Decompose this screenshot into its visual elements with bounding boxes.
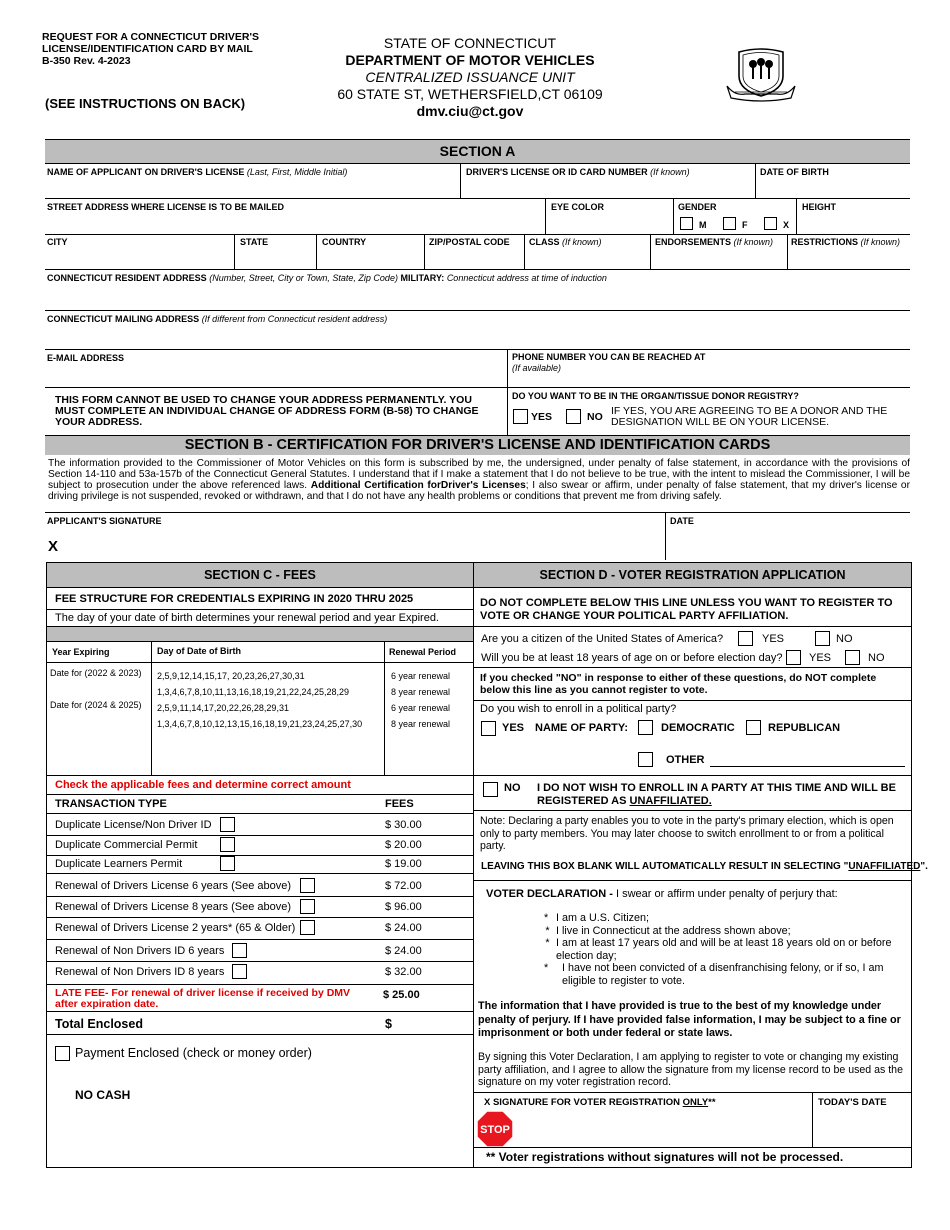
name-hint: (Last, First, Middle Initial) <box>246 167 348 177</box>
democratic-checkbox[interactable] <box>638 720 653 735</box>
license-number-hint: (If known) <box>650 167 690 177</box>
stop-sign-icon <box>476 1110 514 1148</box>
donor-no-label: NO <box>587 411 603 423</box>
year-row-1-days <box>157 668 349 700</box>
declaration-item-text: I am at least 17 years old and will be at least 18 years old on or before election day; <box>556 937 892 962</box>
fee-structure-note: The day of your date of birth determines your renewal period and year Expired. <box>55 612 439 624</box>
applicant-signature-field[interactable] <box>64 522 664 558</box>
zip-field[interactable] <box>429 237 510 248</box>
fee-row-checkbox[interactable] <box>220 837 235 852</box>
blank-note-post: ". <box>920 861 928 872</box>
fee-row-label: Duplicate Commercial Permit <box>55 839 198 851</box>
fee-row-checkbox[interactable] <box>232 943 247 958</box>
signature-date-field[interactable] <box>670 528 910 558</box>
fee-row-label: Renewal of Non Drivers ID 6 years <box>55 945 225 957</box>
blank-note-pre: LEAVING THIS BOX BLANK WILL AUTOMATICALLY RESULT IN SELECTING " <box>481 861 849 872</box>
military-hint: Connecticut address at time of induction <box>446 273 607 283</box>
restrictions-field[interactable] <box>791 237 900 248</box>
signing-statement: By signing this Voter Declaration, I am applying to register to vote or changing my existing party affiliation, and I agree to allow the signature from my license record to be used as the signature on my voter registration record. <box>478 1051 903 1088</box>
blank-note-word: UNAFFILIATED <box>848 861 921 872</box>
citizen-question: Are you a citizen of the United States of America? <box>481 633 724 645</box>
bullet-icon: * <box>545 937 550 949</box>
class-hint: (If known) <box>562 237 602 247</box>
declaration-item <box>539 937 906 962</box>
col-transaction-type: TRANSACTION TYPE <box>55 798 167 810</box>
endorsements-hint: (If known) <box>733 237 774 247</box>
age-question: Will you be at least 18 years of age on or before election day? <box>481 652 783 664</box>
ct-resident-address-hint: (Number, Street, City or Town, State, Zip Code) <box>209 273 398 283</box>
year-row-1-days-8yr: 1,3,4,6,7,8,10,11,13,16,18,19,21,22,24,25,28,29 <box>157 687 350 697</box>
blank-box-note <box>481 861 928 872</box>
declaration-item-text: I am a U.S. Citizen; <box>556 912 650 924</box>
eye-color-label: EYE COLOR <box>551 202 605 212</box>
endorsements-field[interactable] <box>655 237 773 248</box>
donor-question: DO YOU WANT TO BE IN THE ORGAN/TISSUE DONOR REGISTRY? <box>512 391 799 401</box>
city-label: CITY <box>47 237 68 247</box>
signature-x-mark: X <box>48 538 59 555</box>
city-field[interactable] <box>47 237 68 248</box>
gender-f-checkbox[interactable] <box>723 217 736 230</box>
year-row-2-label: Date for (2024 & 2025) <box>50 700 142 710</box>
fee-row-label: Duplicate Learners Permit <box>55 858 183 870</box>
form-title <box>42 31 312 67</box>
certification-text <box>48 458 910 502</box>
declaration-item-text: I have not been convicted of a disenfranchising felony, or if so, I am eligible to register to vote. <box>562 962 884 987</box>
ct-resident-address-label: CONNECTICUT RESIDENT ADDRESS <box>47 273 207 283</box>
democratic-label: DEMOCRATIC <box>661 722 735 734</box>
year-row-2-days-8yr: 1,3,4,6,7,8,10,12,13,15,16,18,19,21,23,24,25,27,30 <box>157 719 363 729</box>
unaffiliated-text: I DO NOT WISH TO ENROLL IN A PARTY AT THIS TIME AND WILL BE REGISTERED AS <box>537 782 896 807</box>
unaffiliated-statement <box>537 782 907 808</box>
voter-declaration-title: VOTER DECLARATION - <box>486 888 613 900</box>
bullet-icon: * <box>545 924 550 937</box>
party-name-label: NAME OF PARTY: <box>535 722 629 734</box>
unaffiliated-word: UNAFFILIATED. <box>629 795 712 807</box>
year-row-1-period-6: 6 year renewal <box>391 671 451 681</box>
fee-row-checkbox[interactable] <box>300 878 315 893</box>
year-row-1-period-8: 8 year renewal <box>391 687 451 697</box>
street-address-field[interactable] <box>47 202 284 213</box>
declaration-item <box>539 925 906 938</box>
declaring-party-note: Note: Declaring a party enables you to vote in the party's primary election, which is open only to party members. You may later choose to switch enrollment to or from a political party. <box>480 815 894 852</box>
truth-statement: The information that I have provided is true to the best of my knowledge under penalty of perjury. If I have provided false information, I may be subject to a fine or imprisonment or both under federal or state laws. <box>478 1000 901 1039</box>
ct-mailing-address-label: CONNECTICUT MAILING ADDRESS <box>47 314 200 324</box>
age-yes-checkbox[interactable] <box>786 650 801 665</box>
todays-date-label: TODAY'S DATE <box>818 1097 887 1108</box>
fee-row-checkbox[interactable] <box>220 856 235 871</box>
other-party-label: OTHER <box>666 754 705 766</box>
late-fee-label: LATE FEE- For renewal of driver license if received by DMV after expiration date. <box>55 987 351 1010</box>
fee-row-amount: $ 24.00 <box>385 922 422 934</box>
agency-state: STATE OF CONNECTICUT <box>383 35 557 51</box>
agency-address: 60 STATE ST, WETHERSFIELD,CT 06109 <box>337 86 603 102</box>
dob-label: DATE OF BIRTH <box>760 167 829 177</box>
fee-row-label: Renewal of Drivers License 8 years (See above) <box>55 901 292 913</box>
voter-warning: DO NOT COMPLETE BELOW THIS LINE UNLESS YOU WANT TO REGISTER TO VOTE OR CHANGE YOUR POLITICAL PARTY AFFILIATION. <box>480 597 893 622</box>
late-fee-amount: $ 25.00 <box>383 989 420 1001</box>
total-enclosed-symbol: $ <box>385 1017 392 1031</box>
fee-row-checkbox[interactable] <box>300 920 315 935</box>
year-row-2-periods <box>391 700 450 732</box>
col-year-expiring: Year Expiring <box>52 647 110 657</box>
applicant-signature-label: APPLICANT'S SIGNATURE <box>47 516 162 526</box>
section-a-header: SECTION A <box>45 139 910 163</box>
year-row-1-label: Date for (2022 & 2023) <box>50 668 142 678</box>
fee-row-amount: $ 24.00 <box>385 945 422 957</box>
year-row-2-days <box>157 700 362 732</box>
country-field[interactable] <box>322 237 366 248</box>
fee-row-label: Renewal of Non Drivers ID 8 years <box>55 966 225 978</box>
fee-structure-title: FEE STRUCTURE FOR CREDENTIALS EXPIRING IN 2020 THRU 2025 <box>55 593 414 605</box>
class-label: CLASS <box>529 237 560 247</box>
gender-m-label: M <box>699 220 707 230</box>
eye-color-field[interactable] <box>551 202 604 213</box>
donor-no-checkbox[interactable] <box>566 409 581 424</box>
gender-x-label: X <box>783 220 790 230</box>
agency-email: dmv.ciu@ct.gov <box>416 103 524 119</box>
year-row-1-days-6yr: 2,5,9,12,14,15,17, 20,23,26,27,30,31 <box>157 671 305 681</box>
col-fees: FEES <box>385 798 414 810</box>
name-label: NAME OF APPLICANT ON DRIVER'S LICENSE <box>47 167 245 177</box>
ct-mailing-address-hint: (If different from Connecticut resident address) <box>201 314 388 324</box>
fee-row-label: Duplicate License/Non Driver ID <box>55 819 212 831</box>
fee-row-amount: $ 96.00 <box>385 901 422 913</box>
donor-yes-checkbox[interactable] <box>513 409 528 424</box>
year-row-1-periods <box>391 668 450 700</box>
citizen-yes-label: YES <box>762 633 785 645</box>
citizen-no-checkbox[interactable] <box>815 631 830 646</box>
form-title-line1: REQUEST FOR A CONNECTICUT DRIVER'S <box>42 31 259 43</box>
email-field[interactable] <box>47 353 124 364</box>
gender-f-label: F <box>742 220 748 230</box>
col-day-of-birth: Day of Date of Birth <box>157 646 242 656</box>
phone-hint: (If available) <box>512 363 562 373</box>
age-yes-label: YES <box>809 652 832 664</box>
age-no-checkbox[interactable] <box>845 650 860 665</box>
fee-row-label: Renewal of Drivers License 2 years* (65 & Older) <box>55 922 296 934</box>
state-label: STATE <box>240 237 269 247</box>
endorsements-label: ENDORSEMENTS <box>655 237 732 247</box>
other-party-checkbox[interactable] <box>638 752 653 767</box>
ct-resident-address-field[interactable] <box>47 273 607 284</box>
form-number: B-350 Rev. 4-2023 <box>42 55 131 67</box>
agency-dept: DEPARTMENT OF MOTOR VEHICLES <box>345 52 595 68</box>
fee-row-amount: $ 72.00 <box>385 880 422 892</box>
bullet-icon: * <box>544 912 549 924</box>
form-title-line2: LICENSE/IDENTIFICATION CARD BY MAIL <box>42 43 253 55</box>
age-no-label: NO <box>868 652 885 664</box>
street-address-label: STREET ADDRESS WHERE LICENSE IS TO BE MAILED <box>47 202 285 212</box>
agency-unit: CENTRALIZED ISSUANCE UNIT <box>365 69 575 85</box>
certification-text-part2: ; I also swear or affirm, under penalty of false statement, that my driver's license or driving privilege is not suspended, revoked or withdrawn, and that I do not have any health problems or conditions that prevent me from driving safely. <box>48 480 910 502</box>
license-number-label: DRIVER'S LICENSE OR ID CARD NUMBER <box>466 167 648 177</box>
other-party-field[interactable] <box>710 750 905 766</box>
country-label: COUNTRY <box>322 237 367 247</box>
restrictions-label: RESTRICTIONS <box>791 237 859 247</box>
fee-row-amount: $ 32.00 <box>385 966 422 978</box>
fee-table-band <box>47 627 473 641</box>
class-field[interactable] <box>529 237 602 248</box>
citizen-no-label: NO <box>836 633 853 645</box>
gender-x-checkbox[interactable] <box>764 217 777 230</box>
todays-date-field[interactable] <box>815 1110 910 1145</box>
voter-signature-label-post: ** <box>708 1097 716 1108</box>
year-row-2-period-8: 8 year renewal <box>391 719 451 729</box>
fee-row-checkbox[interactable] <box>232 964 247 979</box>
declaration-item-text: I live in Connecticut at the address shown above; <box>556 924 791 937</box>
agency-block <box>335 35 605 120</box>
donor-note: IF YES, YOU ARE AGREEING TO BE A DONOR AND THE DESIGNATION WILL BE ON YOUR LICENSE. <box>611 405 888 428</box>
voter-signature-label-pre: X SIGNATURE FOR VOTER REGISTRATION <box>484 1097 683 1108</box>
total-enclosed-field[interactable] <box>395 1013 471 1033</box>
certification-text-part1: The information provided to the Commissioner of Motor Vehicles on this form is subscribed by me, the undersigned, under penalty of false statement, in accordance with the provisions of Section 14-110 and 53a-157b of the Connecticut General Statutes. I understand that if I make a statement that I do not believe to be true, with the intent to mislead the Commissioner, I will be subject to prosecution under the above referenced laws. <box>48 458 910 491</box>
party-yes-label: YES <box>502 722 525 734</box>
year-row-2-period-6: 6 year renewal <box>391 703 451 713</box>
state-seal-icon <box>725 46 797 102</box>
military-label: MILITARY: <box>400 273 445 283</box>
phone-field[interactable] <box>512 352 705 374</box>
height-label: HEIGHT <box>802 202 837 212</box>
party-no-label: NO <box>504 782 521 794</box>
col-renewal-period: Renewal Period <box>389 647 457 657</box>
zip-label: ZIP/POSTAL CODE <box>429 237 510 247</box>
state-field[interactable] <box>240 237 268 248</box>
signature-date-label: DATE <box>670 516 694 526</box>
donor-yes-label: YES <box>531 411 553 423</box>
party-no-checkbox[interactable] <box>483 782 498 797</box>
fee-row-amount: $ 30.00 <box>385 819 422 831</box>
year-row-2-days-6yr: 2,5,9,11,14,17,20,22,26,28,29,31 <box>157 703 289 713</box>
voter-footnote: ** Voter registrations without signatures will not be processed. <box>486 1150 844 1164</box>
declaration-item <box>544 962 906 987</box>
ct-mailing-address-field[interactable] <box>47 314 387 325</box>
republican-checkbox[interactable] <box>746 720 761 735</box>
fee-row-checkbox[interactable] <box>300 899 315 914</box>
fee-row-amount: $ 20.00 <box>385 839 422 851</box>
total-enclosed-label: Total Enclosed <box>55 1017 143 1031</box>
voter-signature-label <box>484 1097 716 1108</box>
fee-row-label: Renewal of Drivers License 6 years (See above) <box>55 880 292 892</box>
voter-signature-label-only: ONLY <box>682 1097 709 1108</box>
party-yes-checkbox[interactable] <box>481 721 496 736</box>
fee-row-amount: $ 19.00 <box>385 858 422 870</box>
stop-sign-text: STOP <box>480 1124 510 1136</box>
payment-enclosed-label: Payment Enclosed (check or money order) <box>75 1046 312 1060</box>
section-d-header: SECTION D - VOTER REGISTRATION APPLICATION <box>474 563 911 587</box>
instructions-note: (SEE INSTRUCTIONS ON BACK) <box>45 96 246 111</box>
bullet-icon: * <box>544 962 549 974</box>
license-number-field[interactable] <box>466 167 690 178</box>
voter-declaration-heading <box>486 888 838 901</box>
voter-signature-field[interactable] <box>520 1110 808 1145</box>
section-c-header: SECTION C - FEES <box>47 563 473 587</box>
fee-row-checkbox[interactable] <box>220 817 235 832</box>
name-field[interactable] <box>47 167 347 178</box>
citizen-yes-checkbox[interactable] <box>738 631 753 646</box>
gender-m-checkbox[interactable] <box>680 217 693 230</box>
voter-declaration-intro: I swear or affirm under penalty of perjury that: <box>612 888 838 900</box>
restrictions-hint: (If known) <box>860 237 901 247</box>
declaration-item <box>544 912 906 925</box>
no-cash-label: NO CASH <box>75 1088 131 1102</box>
dob-field[interactable] <box>760 167 829 178</box>
certification-text-bold: Additional Certification forDriver's Licenses <box>310 480 526 491</box>
check-fees-instruction: Check the applicable fees and determine correct amount <box>55 779 351 791</box>
payment-enclosed-checkbox[interactable] <box>55 1046 70 1061</box>
if-no-note: If you checked "NO" in response to either of these questions, do NOT complete below this line as you cannot register to vote. <box>480 672 877 696</box>
address-change-warning: THIS FORM CANNOT BE USED TO CHANGE YOUR ADDRESS PERMANENTLY. YOU MUST COMPLETE AN INDIVIDUAL CHANGE OF ADDRESS FORM (B-58) TO CHANGE YOUR ADDRESS. <box>55 394 479 428</box>
email-label: E-MAIL ADDRESS <box>47 353 125 363</box>
section-b-header: SECTION B - CERTIFICATION FOR DRIVER'S LICENSE AND IDENTIFICATION CARDS <box>45 435 910 455</box>
phone-label: PHONE NUMBER YOU CAN BE REACHED AT <box>512 352 706 362</box>
declaration-list <box>544 912 906 987</box>
enroll-question: Do you wish to enroll in a political party? <box>480 703 677 715</box>
republican-label: REPUBLICAN <box>768 722 841 734</box>
gender-label: GENDER <box>678 202 717 212</box>
height-field[interactable] <box>802 202 836 213</box>
